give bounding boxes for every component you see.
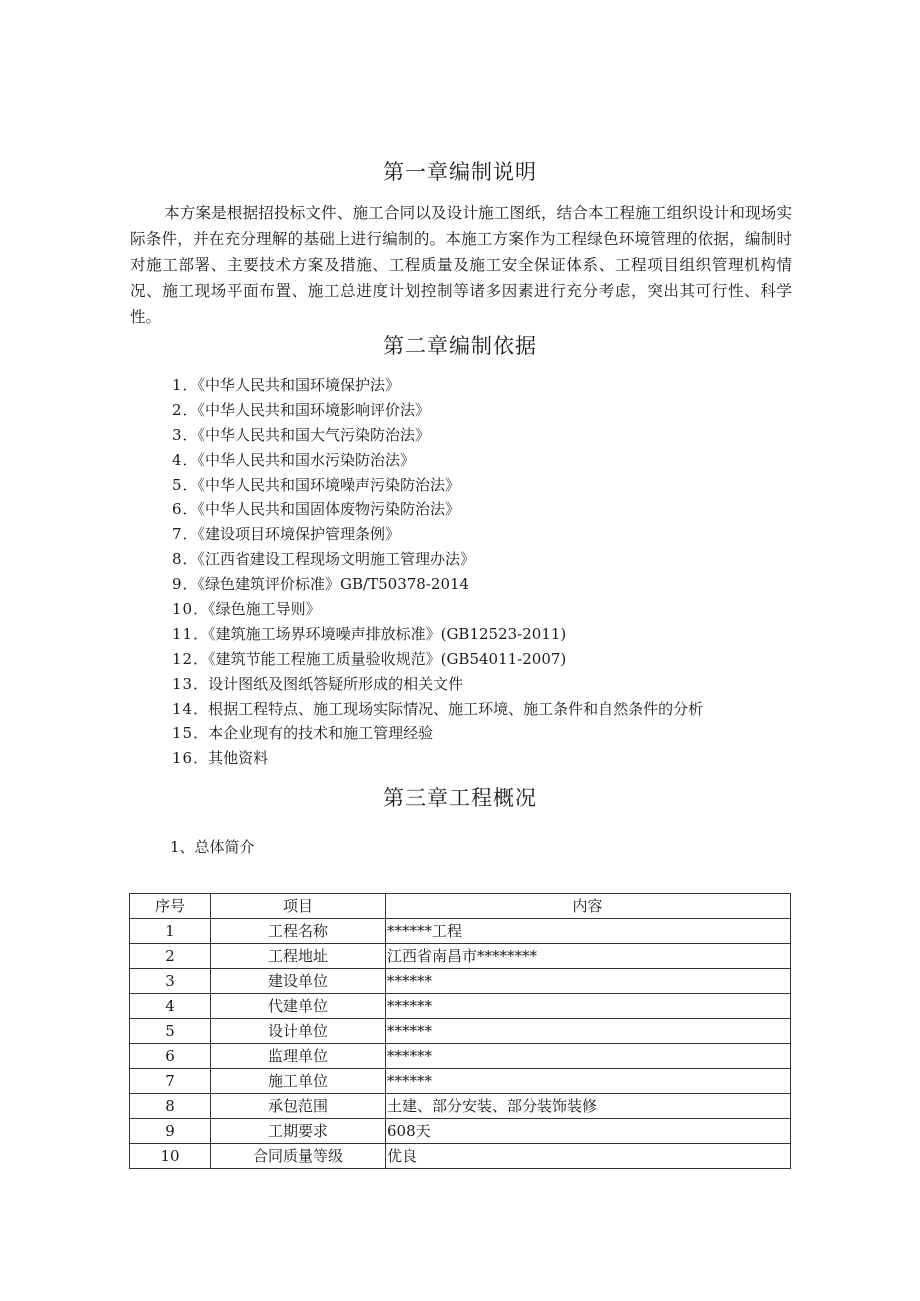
cell-content: ****** [386,1019,791,1044]
reference-number: 11 [172,624,194,643]
reference-item [172,572,703,597]
chapter1-title: 第一章编制说明 [383,160,537,184]
reference-item [172,522,703,547]
reference-number: 7 [172,525,183,544]
cell-no: 4 [130,994,211,1019]
cell-item: 施工单位 [211,1069,386,1094]
cell-no: 1 [130,919,211,944]
cell-no: 7 [130,1069,211,1094]
table-row [130,919,791,944]
table-row [130,1019,791,1044]
reference-number: 16 [172,749,194,768]
cell-item: 代建单位 [211,994,386,1019]
reference-item [172,697,703,722]
cell-item: 工期要求 [211,1119,386,1144]
reference-item [172,746,703,771]
reference-item [172,647,703,672]
reference-text: ．《中华人民共和国环境噪声污染防治法》 [182,475,461,494]
table-header-row [130,894,791,919]
cell-content: 江西省南昌市******** [386,944,791,969]
table-row [130,1119,791,1144]
reference-number: 12 [172,649,194,668]
table-row [130,1069,791,1094]
cell-item: 工程地址 [211,944,386,969]
header-no: 序号 [130,894,211,919]
reference-text: ．《绿色施工导则》 [193,600,321,619]
header-content: 内容 [386,894,791,919]
reference-number: 14 [172,699,194,718]
reference-item [172,373,703,398]
reference-number: 5 [172,475,183,494]
table-row [130,944,791,969]
reference-item [172,672,703,697]
cell-content: ****** [386,1044,791,1069]
reference-text: ．《中华人民共和国环境影响评价法》 [182,400,431,419]
reference-number: 15 [172,724,194,743]
reference-number: 9 [172,575,183,594]
reference-item [172,597,703,622]
reference-text: ．《中华人民共和国水污染防治法》 [182,450,416,469]
table-row [130,1044,791,1069]
reference-item [172,448,703,473]
cell-content: 土建、部分安装、部分装饰装修 [386,1094,791,1119]
table-row [130,994,791,1019]
reference-item [172,622,703,647]
cell-item: 合同质量等级 [211,1144,386,1169]
reference-item [172,398,703,423]
cell-no: 10 [130,1144,211,1169]
reference-text: ．其他资料 [193,749,269,768]
cell-content: 608天 [386,1119,791,1144]
reference-text: ．本企业现有的技术和施工管理经验 [193,724,434,743]
reference-number: 6 [172,500,183,519]
reference-number: 13 [172,674,194,693]
cell-content: ****** [386,1069,791,1094]
reference-text: ．《建筑节能工程施工质量验收规范》(GB54011-2007) [193,649,567,668]
reference-item [172,497,703,522]
chapter2-title: 第二章编制依据 [383,334,537,358]
table-row [130,1094,791,1119]
cell-no: 6 [130,1044,211,1069]
reference-number: 3 [172,425,183,444]
reference-text: ．《中华人民共和国大气污染防治法》 [182,425,431,444]
reference-text: ．《中华人民共和国环境保护法》 [182,376,401,394]
cell-content: 优良 [386,1144,791,1169]
reference-list [172,373,703,771]
cell-no: 9 [130,1119,211,1144]
cell-no: 8 [130,1094,211,1119]
cell-content: ******工程 [386,919,791,944]
reference-text: ．设计图纸及图纸答疑所形成的相关文件 [193,674,464,693]
cell-item: 建设单位 [211,969,386,994]
reference-item [172,547,703,572]
cell-no: 5 [130,1019,211,1044]
reference-item [172,423,703,448]
reference-item [172,721,703,746]
reference-item [172,473,703,498]
cell-content: ****** [386,994,791,1019]
chapter3-title: 第三章工程概况 [383,786,537,810]
cell-no: 3 [130,969,211,994]
section-subheading: 1、总体简介 [170,838,255,856]
reference-number: 10 [172,600,194,619]
cell-item: 工程名称 [211,919,386,944]
cell-item: 监理单位 [211,1044,386,1069]
reference-text: ．《建设项目环境保护管理条例》 [182,525,401,544]
chapter1-paragraph: 本方案是根据招投标文件、施工合同以及设计施工图纸，结合本工程施工组织设计和现场实际条件，并在充分理解的基础上进行编制的。本施工方案作为工程绿色环境管理的依据，编制时对施工部署、主要技术方案及措施、工程质量及施工安全保证体系、工程项目组织管理机构情况、施工现场平面布置、施工总进度计划控制等诸多因素进行充分考虑，突出其可行性、科学性。 [130,204,792,326]
reference-text: ．《建筑施工场界环境噪声排放标准》(GB12523-2011) [193,624,567,643]
cell-item: 承包范围 [211,1094,386,1119]
table-row [130,1144,791,1169]
project-overview-table [129,893,791,1169]
header-item: 项目 [211,894,386,919]
cell-no: 2 [130,944,211,969]
reference-text: ．根据工程特点、施工现场实际情况、施工环境、施工条件和自然条件的分析 [193,699,704,718]
cell-item: 设计单位 [211,1019,386,1044]
reference-number: 1 [172,376,183,394]
reference-text: ．《中华人民共和国固体废物污染防治法》 [182,500,461,519]
reference-text: ．《绿色建筑评价标准》GB/T50378-2014 [182,575,470,594]
reference-number: 4 [172,450,183,469]
reference-number: 2 [172,400,183,419]
reference-text: ．《江西省建设工程现场文明施工管理办法》 [182,550,476,569]
reference-number: 8 [172,550,183,569]
cell-content: ****** [386,969,791,994]
table-row [130,969,791,994]
